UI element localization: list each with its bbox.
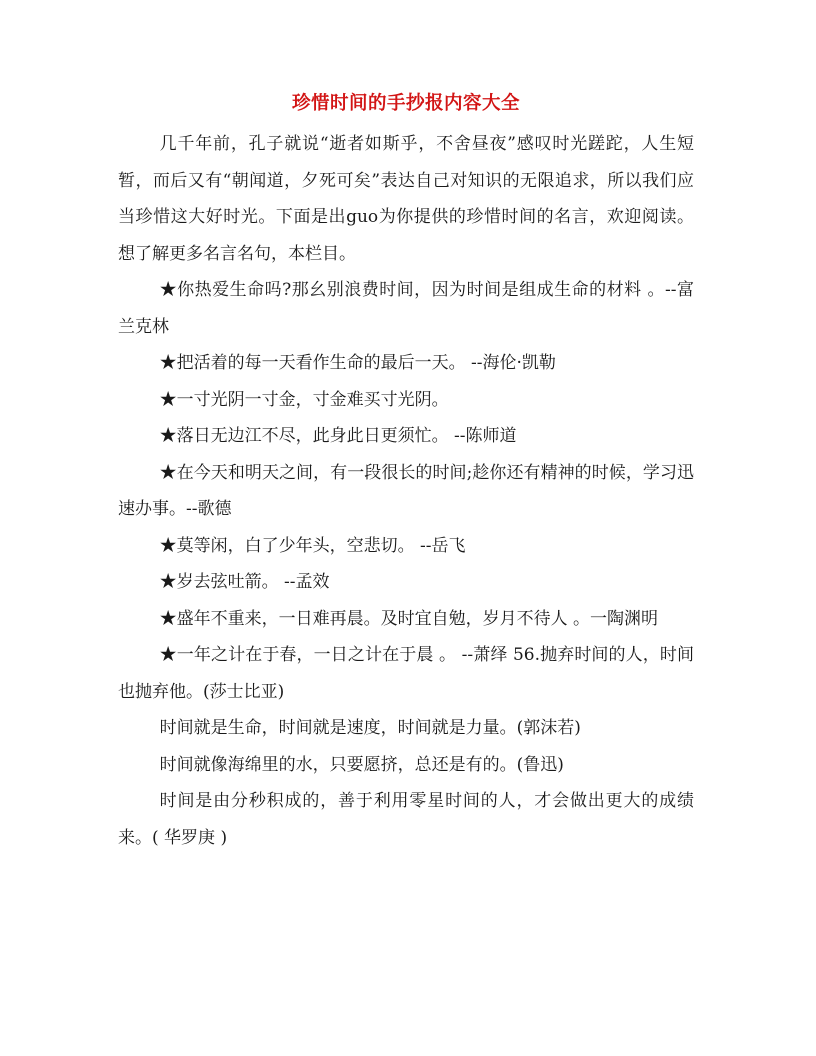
quote-lu-xun: 时间就像海绵里的水，只要愿挤，总还是有的。(鲁迅) xyxy=(159,754,564,775)
document-page xyxy=(118,92,694,856)
quote-yue-fei: ★莫等闲，白了少年头，空悲切。 --岳飞 xyxy=(159,535,466,556)
quote-meng-xiao: ★岁去弦吐箭。 --孟效 xyxy=(159,572,330,592)
intro-paragraph: 几千年前，孔子就说“逝者如斯乎，不舍昼夜”感叹时光蹉跎，人生短暂，而后又有“朝闻道，夕死可矣”表达自己对知识的无限追求，所以我们应当珍惜这大好时光。下面是出guo为你提供的珍惜时间的名言，欢迎阅读。想了解更多名言名句，本栏目。 xyxy=(118,134,694,264)
document-title: 珍惜时间的手抄报内容大全 xyxy=(291,93,520,114)
quote-guo-moruo: 时间就是生命，时间就是速度，时间就是力量。(郭沫若) xyxy=(159,718,581,738)
quote-tao-yuanming: ★盛年不重来，一日难再晨。及时宜自勉，岁月不待人 。一陶渊明 xyxy=(159,608,659,629)
quote-goethe: ★在今天和明天之间，有一段很长的时间;趁你还有精神的时候，学习迅速办事。--歌德 xyxy=(118,462,694,519)
quote-franklin: ★你热爱生命吗?那幺别浪费时间，因为时间是组成生命的材料 。--富兰克林 xyxy=(118,280,694,337)
quote-hua-luogeng: 时间是由分秒积成的，善于利用零星时间的人，才会做出更大的成绩来。( 华罗庚 ) xyxy=(118,791,694,848)
quote-helen-keller: ★把活着的每一天看作生命的最后一天。 --海伦·凯勒 xyxy=(159,353,556,373)
quote-xiao-yi-shakespeare: ★一年之计在于春，一日之计在于晨 。 --萧绎 56.抛弃时间的人，时间也抛弃他。(莎士比亚) xyxy=(118,645,694,702)
quote-chen-shidao: ★落日无边江不尽，此身此日更须忙。 --陈师道 xyxy=(159,426,517,446)
quote-cun-guang-yin: ★一寸光阴一寸金，寸金难买寸光阴。 xyxy=(159,389,449,410)
